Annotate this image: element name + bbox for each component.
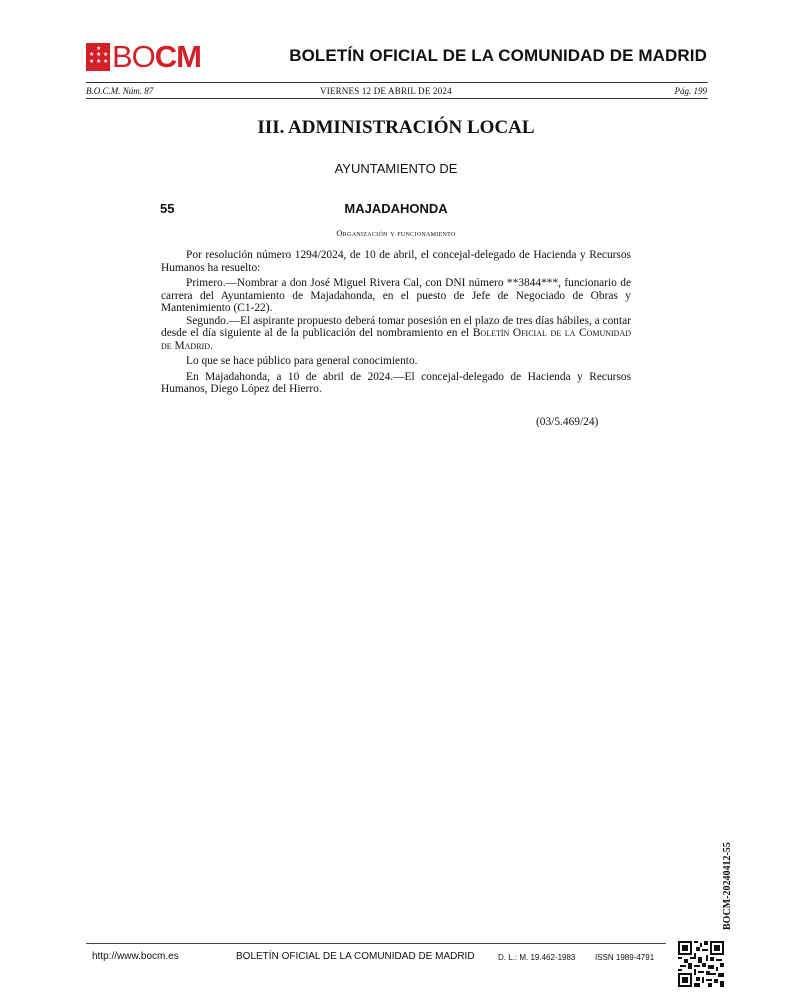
subject-heading: Organización y funcionamiento [336, 228, 456, 238]
legal-deposit: D. L.: M. 19.462-1983 [498, 953, 576, 962]
madrid-flag-icon: ★ ★ ★ ★ ★ ★ ★ [86, 43, 110, 71]
section-title: III. ADMINISTRACIÓN LOCAL [257, 117, 535, 138]
header-rule-bottom [86, 98, 708, 99]
qr-code-icon [678, 941, 724, 987]
paragraph-segundo-text: Segundo.—El aspirante propuesto deberá tomar posesión en el plazo de tres días hábiles, a contar desde el día siguiente al de la publicación del nombramiento en el [161, 314, 631, 339]
paragraph-segundo [161, 315, 631, 353]
issn: ISSN 1989-4791 [595, 953, 655, 962]
paragraph-public: Lo que se hace público para general conocimiento. [186, 355, 418, 367]
issue-number: B.O.C.M. Núm. 87 [86, 86, 154, 96]
document-body [161, 249, 631, 399]
footer-url-link[interactable]: http://www.bocm.es [92, 951, 179, 962]
logo-text-cm: CM [154, 39, 202, 74]
paragraph-primero: Primero.—Nombrar a don José Miguel Rivera Cal, con DNI número **3844***, funcionario de carrera del Ayuntamiento de Majadahonda, en el puesto de Jefe de Negociado de Obras y Mantenimiento (C1-22). [161, 277, 631, 314]
bocm-reference: Boletín Oficial de la Comunidad de Madrid. [161, 327, 631, 352]
document-reference: (03/5.469/24) [536, 416, 599, 428]
paragraph-signature: En Majadahonda, a 10 de abril de 2024.—El concejal-delegado de Hacienda y Recursos Humanos, Diego López del Hierro. [161, 370, 631, 395]
logo-text-bo: BO [112, 39, 155, 74]
entry-number: 55 [160, 201, 175, 216]
municipality-name: MAJADAHONDA [344, 201, 448, 216]
bocm-code: BOCM-20240412-55 [722, 842, 733, 930]
header-rule-top [86, 82, 708, 83]
paragraph-resolution: Por resolución número 1294/2024, de 10 de abril, el concejal-delegado de Hacienda y Recursos Humanos ha resuelto: [161, 249, 631, 274]
page-number: Pág. 199 [674, 86, 707, 96]
entity-prefix: AYUNTAMIENTO DE [334, 161, 458, 176]
bocm-logo [86, 39, 202, 74]
issue-date: VIERNES 12 DE ABRIL DE 2024 [320, 86, 452, 96]
publication-title: BOLETÍN OFICIAL DE LA COMUNIDAD DE MADRID [289, 46, 707, 65]
footer-title: BOLETÍN OFICIAL DE LA COMUNIDAD DE MADRID [236, 951, 475, 962]
footer-rule [86, 943, 666, 944]
